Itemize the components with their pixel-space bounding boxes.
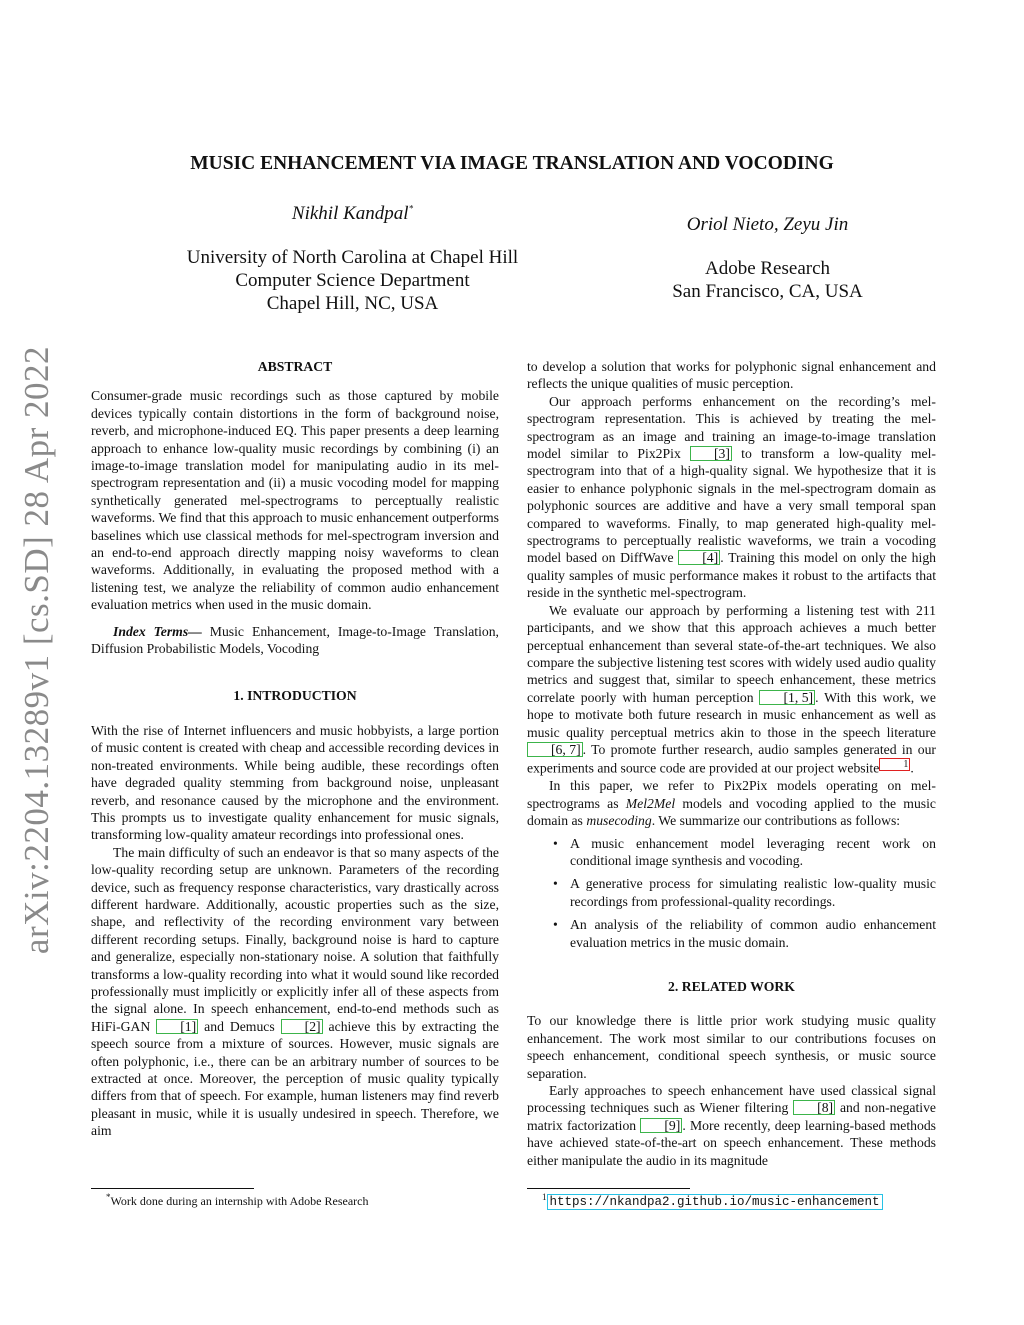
right-column <box>527 358 936 1169</box>
body-paragraph: We evaluate our approach by performing a listening test with 211 participants, and we show that this approach achieves a much better perceptual enhancement than several state-of-the-art techniques. We also compare the subjective listening test scores with widely used audio quality metrics and suggest that, similar to speech enhancement, these metrics correlate poorly with human perception [1, 5] . With this work, we hope to motivate both future research in music enhancement as well as music quality perceptual metrics akin to those in the speech literature [6, 7] . To promote further research, audio samples generated in our experiments and source code are provided at our project website 1 . <box>527 602 937 776</box>
affiliation-left: University of North Carolina at Chapel Hill Computer Science Department Chapel Hill, NC, USA <box>186 247 519 314</box>
citation-link[interactable]: [6, 7] <box>527 742 583 757</box>
author-name-left: Nikhil Kandpal* <box>291 203 414 224</box>
body-paragraph: To our knowledge there is little prior work studying music quality enhancement. The work most similar to our contributions focuses on speech enhancement, conditional speech synthesis, or music source separation. <box>527 1013 936 1081</box>
author-block-right <box>610 214 925 303</box>
project-url-link[interactable]: https://nkandpa2.github.io/music-enhancement <box>547 1194 883 1210</box>
footnote-link[interactable]: 1 <box>879 758 910 771</box>
related-work-heading: 2. RELATED WORK <box>668 978 795 994</box>
citation-link[interactable]: [3] <box>690 446 732 461</box>
footnote-rule <box>91 1188 254 1189</box>
arxiv-stamp: arXiv:2204.13289v1 [cs.SD] 28 Apr 2022 <box>17 345 56 955</box>
contribution-list <box>527 835 936 951</box>
body-paragraph: Our approach performs enhancement on the recording’s mel-spectrogram representation. This is achieved by treating the mel-spectrogram as an image and training an image-to-image translation model similar to Pix2Pix [3] to transform a low-quality mel-spectrogram into that of a high-quality signal. We hypothesize that it is easier to enhance polyphonic signals in the mel-spectrogram domain as polyphonic sources are additive and have a very small temporal span compared to waveforms. Finally, to map generated high-quality mel-spectrograms to perceptually realistic waveforms, we train a vocoding model based on DiffWave [4] . Training this model on only the high quality samples of music performance makes it robust to the artifacts that reside in the synthetic mel-spectrogram. <box>527 393 937 601</box>
list-item: • A music enhancement model leveraging recent work on conditional image synthesis and vocoding. <box>553 835 936 868</box>
abstract-heading: ABSTRACT <box>257 359 333 374</box>
author-block-left <box>150 203 555 315</box>
author-name-right: Oriol Nieto, Zeyu Jin <box>686 214 849 235</box>
left-column <box>91 358 499 1140</box>
footnote-right: $^1$ https://nkandpa2.github.io/music-enhancement <box>542 1194 942 1210</box>
citation-link[interactable]: [1] <box>156 1019 198 1034</box>
affiliation-right: Adobe Research San Francisco, CA, USA <box>672 258 863 302</box>
citation-link[interactable]: [1, 5] <box>759 690 815 705</box>
citation-link[interactable]: [2] <box>281 1019 323 1034</box>
intro-heading: 1. INTRODUCTION <box>233 687 357 703</box>
paper-title: MUSIC ENHANCEMENT VIA IMAGE TRANSLATION AND VOCODING <box>190 153 834 174</box>
footnote-left: *Work done during an internship with Adobe Research <box>106 1192 369 1208</box>
abstract-text: Consumer-grade music recordings such as those captured by mobile devices typically contain distortions in the form of background noise, reverb, and microphone-induced EQ. This paper presents a deep learning approach to enhance low-quality music recordings by combining (i) an image-to-image translation model for manipulating audio in its mel-spectrogram representation and (ii) a music vocoding model for mapping synthetically generated mel-spectrograms to perceptually realistic waveforms. We find that this approach to music enhancement outperforms baselines which use classical methods for mel-spectrogram inversion and an end-to-end approach directly mapping noisy waveforms to clean waveforms. Additionally, in evaluating the proposed method with a listening test, we analyze the reliability of common audio enhancement evaluation metrics when used in the music domain. <box>91 388 499 613</box>
citation-link[interactable]: [8] <box>793 1100 835 1115</box>
index-terms: Index Terms— Music Enhancement, Image-to-Image Translation, Diffusion Probabilistic Models, Vocoding <box>91 623 499 657</box>
intro-paragraph: The main difficulty of such an endeavor is that so many aspects of the low-quality recording setup are unknown. Parameters of the recording device, such as frequency response characteristics, vary drastically across different hardware. Additionally, acoustic properties such as the size, shape, and reflectivity of the recording environment vary between different recording setups. Finally, background noise is hard to capture and generalize, especially non-stationary noise. A solution that faithfully transforms a low-quality recording into what it would sound like recorded professionally must implicitly or explicitly infer all of these aspects from the signal alone. In speech enhancement, end-to-end methods such as HiFi-GAN [1] and Demucs [2] achieve this by extracting the speech source from a mixture of sources. However, music signals are often polyphonic, i.e., there can be an arbitrary number of sources to be extracted at once. Moreover, the perception of music quality typically differs from that of speech. For example, human listeners may find reverb pleasant in music, while it is usually undesired in speech. Therefore, we aim <box>91 844 499 1139</box>
body-paragraph: Early approaches to speech enhancement have used classical signal processing techniques such as Wiener filtering [8] and non-negative matrix factorization [9] . More recently, deep learning-based methods have achieved state-of-the-art on speech enhancement. These methods either manipulate the audio in its magnitude <box>527 1083 937 1168</box>
body-paragraph: In this paper, we refer to Pix2Pix models operating on mel-spectrograms as Mel2Mel models and vocoding applied to the music domain as musecoding. We summarize our contributions as follows: <box>527 778 937 829</box>
body-paragraph: to develop a solution that works for polyphonic signal enhancement and reflects the unique qualities of music perception. <box>527 359 936 392</box>
list-item: • An analysis of the reliability of common audio enhancement evaluation metrics in the music domain. <box>553 917 936 950</box>
intro-paragraph: With the rise of Internet influencers and music hobbyists, a large portion of music content is created with cheap and accessible recording devices in non-treated environments. While being audible, these recordings often have degraded quality stemming from background noise, unpleasant reverb, and resonance caused by the microphone and the environment. This prompts us to investigate quality enhancement for music signals, transforming low-quality amateur recordings into professional ones. <box>91 722 499 843</box>
citation-link[interactable]: [9] <box>640 1118 682 1133</box>
list-item: • A generative process for simulating realistic low-quality music recordings from professional-quality recordings. <box>553 876 936 909</box>
footnote-rule <box>527 1188 690 1189</box>
citation-link[interactable]: [4] <box>678 550 720 565</box>
